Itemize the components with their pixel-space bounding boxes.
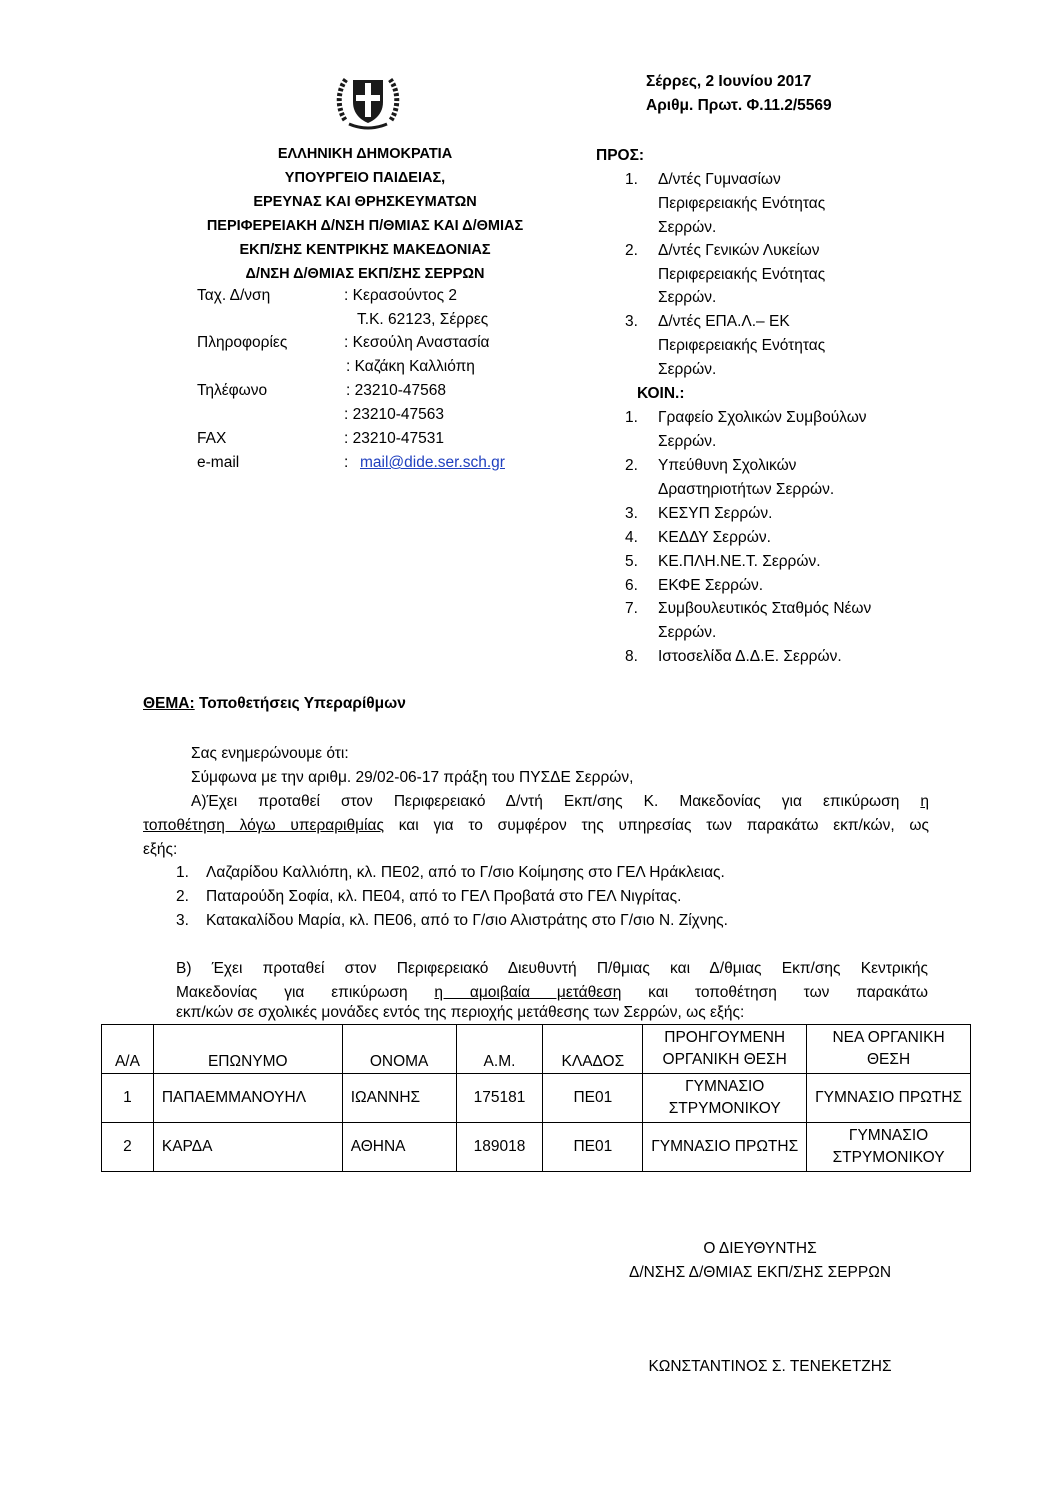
list-item: Κατακαλίδου Μαρία, κλ. ΠΕ06, από το Γ/σιο Αλιστράτης στο Γ/σιο Ν. Ζίχνης.	[206, 912, 728, 929]
column-header: ΟΝΟΜΑ	[342, 1025, 456, 1074]
phone-1: : 23210-47568	[346, 382, 446, 399]
cc-item-number: 6.	[625, 577, 638, 594]
paragraph-a-underlined: τοποθέτηση λόγω υπεραριθμίας	[143, 817, 384, 834]
address-value: : Κερασούντος 2	[344, 287, 457, 304]
paragraph-b-line: Β) Έχει προταθεί στον Περιφερειακό Διευθυντή Π/θμιας και Δ/θμιας Εκπ/σης Κεντρικής	[176, 960, 928, 977]
org-line: ΥΠΟΥΡΓΕΙΟ ΠΑΙΔΕΙΑΣ,	[284, 170, 446, 186]
org-line: ΕΚΠ/ΣΗΣ ΚΕΝΤΡΙΚΗΣ ΜΑΚΕΔΟΝΙΑΣ	[239, 242, 491, 258]
subject-label: ΘΕΜΑ:	[143, 695, 195, 712]
table-cell: ΓΥΜΝΑΣΙΟ ΣΤΡΥΜΟΝΙΚΟΥ	[807, 1123, 971, 1172]
to-item-line: Περιφερειακής Ενότητας	[658, 337, 826, 354]
paragraph-b-text: Μακεδονίας για επικύρωση	[176, 984, 435, 1001]
table-cell: ΓΥΜΝΑΣΙΟ ΠΡΩΤΗΣ	[807, 1074, 971, 1123]
email-label: e-mail	[197, 454, 240, 471]
column-header: ΚΛΑΔΟΣ	[543, 1025, 643, 1074]
cc-item-line: ΕΚΦΕ Σερρών.	[658, 577, 764, 594]
cc-item-number: 5.	[625, 553, 638, 570]
table-row	[102, 1123, 971, 1172]
protocol-number: Αριθμ. Πρωτ. Φ.11.2/5569	[646, 97, 832, 114]
to-item-line: Σερρών.	[658, 289, 717, 306]
paragraph-b-line: εκπ/κών σε σχολικές μονάδες εντός της περιοχής μετάθεσης των Σερρών, ως εξής:	[176, 1004, 745, 1021]
paragraph-a-text: και για το συμφέρον της υπηρεσίας των παρακάτω εκπ/κών, ως	[383, 817, 929, 834]
signature-department: Δ/ΝΣΗΣ Δ/ΘΜΙΑΣ ΕΚΠ/ΣΗΣ ΣΕΡΡΩΝ	[628, 1264, 892, 1281]
to-item-line: Δ/ντές Γυμνασίων	[658, 171, 781, 188]
subject-text: Τοποθετήσεις Υπεραρίθμων	[194, 695, 406, 712]
table-cell: 1	[102, 1074, 154, 1123]
org-line: ΠΕΡΙΦΕΡΕΙΑΚΗ Δ/ΝΣΗ Π/ΘΜΙΑΣ ΚΑΙ Δ/ΘΜΙΑΣ	[206, 218, 524, 234]
cc-item-line: Γραφείο Σχολικών Συμβούλων	[658, 409, 867, 426]
phone-2: : 23210-47563	[344, 406, 444, 423]
list-item-number: 1.	[176, 864, 189, 881]
cc-item-number: 3.	[625, 505, 638, 522]
to-item-line: Δ/ντές Γενικών Λυκείων	[658, 242, 820, 259]
list-item: Παταρούδη Σοφία, κλ. ΠΕ04, από το ΓΕΛ Προβατά στο ΓΕΛ Νιγρίτας.	[206, 888, 682, 905]
table-row	[102, 1074, 971, 1123]
paragraph-a-underlined: η	[920, 793, 929, 810]
fax-label: FAX	[197, 430, 227, 447]
list-item-number: 3.	[176, 912, 189, 929]
to-item-number: 1.	[625, 171, 638, 188]
signatory-name: ΚΩΝΣΤΑΝΤΙΝΟΣ Σ. ΤΕΝΕΚΕΤΖΗΣ	[648, 1358, 892, 1375]
org-line: ΕΛΛΗΝΙΚΗ ΔΗΜΟΚΡΑΤΙΑ	[277, 146, 453, 162]
cc-item-line: ΚΕΣΥΠ Σερρών.	[658, 505, 773, 522]
paragraph-a-line: εξής:	[143, 841, 178, 858]
cc-item-line: Σερρών.	[658, 624, 717, 641]
table-cell: ΓΥΜΝΑΣΙΟ ΣΤΡΥΜΟΝΙΚΟΥ	[643, 1074, 807, 1123]
table-cell: ΚΑΡΔΑ	[153, 1123, 342, 1172]
paragraph-a-text: Α)Έχει προταθεί στον Περιφερειακό Δ/ντή Εκπ/σης Κ. Μακεδονίας για επικύρωση	[191, 793, 921, 810]
paragraph-a-line	[143, 793, 929, 811]
paragraph-a-line	[143, 817, 929, 835]
intro-text: Σας ενημερώνουμε ότι:	[191, 745, 349, 762]
cc-item-line: Δραστηριοτήτων Σερρών.	[658, 481, 835, 498]
to-item-line: Σερρών.	[658, 219, 717, 236]
org-line: ΕΡΕΥΝΑΣ ΚΑΙ ΘΡΗΣΚΕΥΜΑΤΩΝ	[253, 194, 477, 210]
info-contact-2: : Καζάκη Καλλιόπη	[346, 358, 475, 375]
table-cell: 2	[102, 1123, 154, 1172]
column-header: Α.Μ.	[456, 1025, 543, 1074]
cc-item-number: 1.	[625, 409, 638, 426]
paragraph-b-underlined: η αμοιβαία μετάθεση	[434, 984, 622, 1001]
postal-value: Τ.Κ. 62123, Σέρρες	[357, 311, 489, 328]
list-item: Λαζαρίδου Καλλιόπη, κλ. ΠΕ02, από το Γ/σιο Κοίμησης στο ΓΕΛ Ηράκλειας.	[206, 864, 725, 881]
table-cell: ΓΥΜΝΑΣΙΟ ΠΡΩΤΗΣ	[643, 1123, 807, 1172]
cc-item-line: Συμβουλευτικός Σταθμός Νέων	[658, 600, 872, 617]
table-cell: ΠΕ01	[543, 1074, 643, 1123]
to-item-line: Δ/ντές ΕΠΑ.Λ.– ΕΚ	[658, 313, 790, 330]
info-contact-1: : Κεσούλη Αναστασία	[344, 334, 490, 351]
organization-header	[150, 142, 580, 286]
greek-emblem-icon	[335, 68, 401, 134]
column-header: ΝΕΑ ΟΡΓΑΝΙΚΗ ΘΕΣΗ	[807, 1025, 971, 1074]
signature-title: Ο ΔΙΕΥΘΥΝΤΗΣ	[703, 1240, 817, 1257]
list-item-number: 2.	[176, 888, 189, 905]
document-date: Σέρρες, 2 Ιουνίου 2017	[646, 73, 812, 90]
cc-item-line: ΚΕΔΔΥ Σερρών.	[658, 529, 771, 546]
column-header: ΠΡΟΗΓΟΥΜΕΝΗ ΟΡΓΑΝΙΚΗ ΘΕΣΗ	[643, 1025, 807, 1074]
table-cell: ΠΕ01	[543, 1123, 643, 1172]
cc-item-number: 8.	[625, 648, 638, 665]
column-header: Α/Α	[102, 1025, 154, 1074]
info-label: Πληροφορίες	[197, 334, 288, 351]
table-cell: ΙΩΑΝΝΗΣ	[342, 1074, 456, 1123]
subject-line	[143, 695, 406, 713]
cc-item-number: 4.	[625, 529, 638, 546]
to-item-line: Περιφερειακής Ενότητας	[658, 195, 826, 212]
org-line: Δ/ΝΣΗ Δ/ΘΜΙΑΣ ΕΚΠ/ΣΗΣ ΣΕΡΡΩΝ	[245, 266, 485, 282]
to-label: ΠΡΟΣ:	[596, 147, 645, 164]
to-item-number: 3.	[625, 313, 638, 330]
cc-item-number: 7.	[625, 600, 638, 617]
cc-item-line: Σερρών.	[658, 433, 717, 450]
paragraph-b-line	[176, 984, 928, 1002]
table-cell: ΑΘΗΝΑ	[342, 1123, 456, 1172]
cc-item-line: ΚΕ.ΠΛΗ.ΝΕ.Τ. Σερρών.	[658, 553, 821, 570]
table-header-row	[102, 1025, 971, 1074]
cc-item-line: Υπεύθυνη Σχολικών	[658, 457, 797, 474]
act-reference: Σύμφωνα με την αριθμ. 29/02-06-17 πράξη του ΠΥΣΔΕ Σερρών,	[191, 769, 634, 786]
cc-label: ΚΟΙΝ.:	[637, 385, 685, 402]
transfers-table	[101, 1024, 971, 1172]
address-label: Ταχ. Δ/νση	[197, 287, 271, 304]
table-cell: ΠΑΠΑΕΜΜΑΝΟΥΗΛ	[153, 1074, 342, 1123]
table-cell: 189018	[456, 1123, 543, 1172]
table-cell: 175181	[456, 1074, 543, 1123]
column-header: ΕΠΩΝΥΜΟ	[153, 1025, 342, 1074]
phone-label: Τηλέφωνο	[197, 382, 268, 399]
to-item-number: 2.	[625, 242, 638, 259]
email-colon: :	[344, 454, 349, 471]
to-item-line: Σερρών.	[658, 361, 717, 378]
fax-value: : 23210-47531	[344, 430, 444, 447]
cc-item-number: 2.	[625, 457, 638, 474]
email-link[interactable]: mail@dide.ser.sch.gr	[360, 454, 505, 471]
paragraph-b-text: και τοποθέτηση των παρακάτω	[621, 984, 928, 1001]
cc-item-line: Ιστοσελίδα Δ.Δ.Ε. Σερρών.	[658, 648, 842, 665]
to-item-line: Περιφερειακής Ενότητας	[658, 266, 826, 283]
